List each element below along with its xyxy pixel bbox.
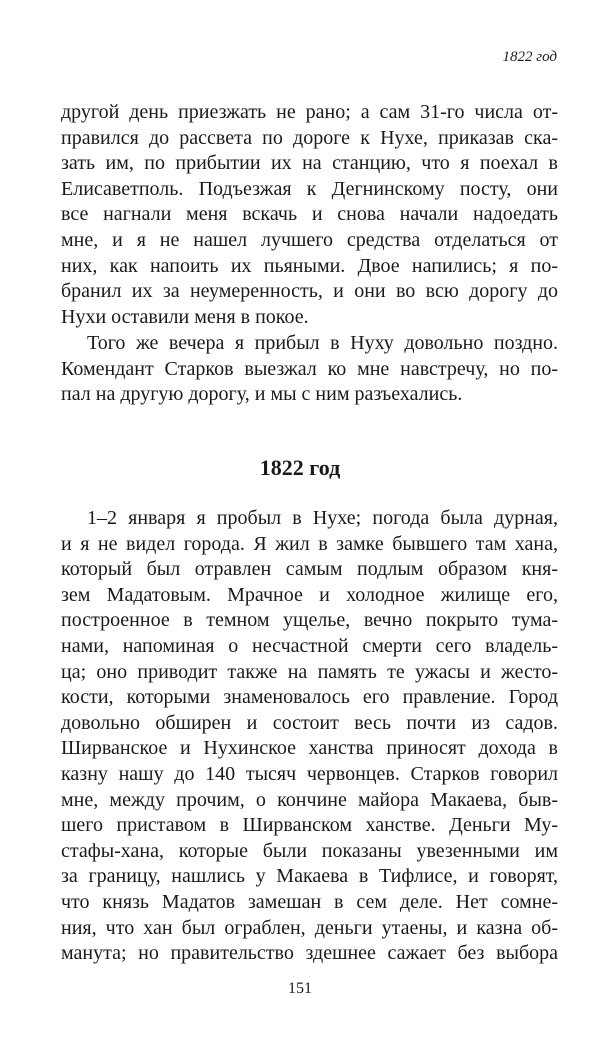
- paragraph-arrival: [61, 331, 558, 408]
- text-line: Нухи оставили меня в покое.: [61, 305, 309, 328]
- text-line: зем Мадатовым. Мрачное и холодное жилище его,: [61, 583, 558, 606]
- text-line: другой день приезжать не рано; а сам 31-го числа от-: [61, 101, 558, 123]
- text-line: который был отравлен самым подлым образом кня-: [61, 558, 558, 581]
- text-line: Комендант Старков выезжал ко мне навстречу, но по-: [61, 357, 558, 380]
- text-line: ца; оно приводит также на память те ужасы и жесто-: [61, 660, 558, 683]
- text-line: довольно обширен и состоит весь почти из садов.: [61, 711, 558, 734]
- text-line: стафы-хана, которые были показаны увезенными им: [61, 839, 558, 862]
- text-line: пал на другую дорогу, и мы с ним разъехались.: [61, 383, 463, 406]
- text-line: шего приставом в Ширванском ханстве. Деньги Му-: [61, 814, 558, 837]
- text-line: Того же вечера я прибыл в Нуху довольно поздно.: [87, 332, 558, 354]
- text-line: нами, напоминая о несчастной смерти сего владель-: [61, 634, 558, 657]
- paragraph-continuation: [61, 100, 558, 330]
- text-line: 1–2 января я пробыл в Нухе; погода была дурная,: [87, 507, 558, 529]
- text-line: ния, что хан был ограблен, деньги утаены, и казна об-: [61, 916, 558, 939]
- text-line: бранил их за неумеренность, и они во всю дорогу до: [61, 280, 558, 303]
- text-line: за границу, нашлись у Макаева в Тифлисе, и говорят,: [61, 865, 558, 888]
- running-head: 1822 год: [502, 49, 557, 65]
- section-heading: 1822 год: [259, 455, 341, 480]
- text-line: Елисаветполь. Подъезжая к Дегнинскому посту, они: [61, 177, 558, 200]
- text-line: все нагнали меня вскачь и снова начали надоедать: [61, 203, 558, 226]
- text-line: кости, которыми знаменовалось его правление. Город: [61, 686, 558, 709]
- text-line: построенное в темном ущелье, вечно покрыто тума-: [61, 609, 558, 632]
- text-line: мне, между прочим, о кончине майора Макаева, быв-: [61, 788, 558, 811]
- text-line: казну нашу до 140 тысяч червонцев. Старков говорил: [61, 762, 558, 785]
- text-line: что князь Мадатов замешан в сем деле. Нет сомне-: [61, 890, 558, 913]
- text-line: мне, и я не нашел лучшего средства отделаться от: [61, 228, 558, 251]
- text-line: и я не видел города. Я жил в замке бывшего там хана,: [61, 532, 558, 555]
- paragraph-january: [61, 506, 558, 967]
- text-line: зать им, по прибытии их на станцию, что я поехал в: [61, 152, 558, 175]
- text-line: Ширванское и Нухинское ханства приносят дохода в: [61, 737, 558, 760]
- text-line: манута; но правительство здешнее сажает без выбора: [61, 942, 558, 965]
- page-number: 151: [288, 980, 312, 997]
- text-line: правился до рассвета по дороге к Нухе, приказав ска-: [61, 126, 558, 149]
- text-line: них, как напоить их пьяными. Двое напились; я по-: [61, 254, 558, 277]
